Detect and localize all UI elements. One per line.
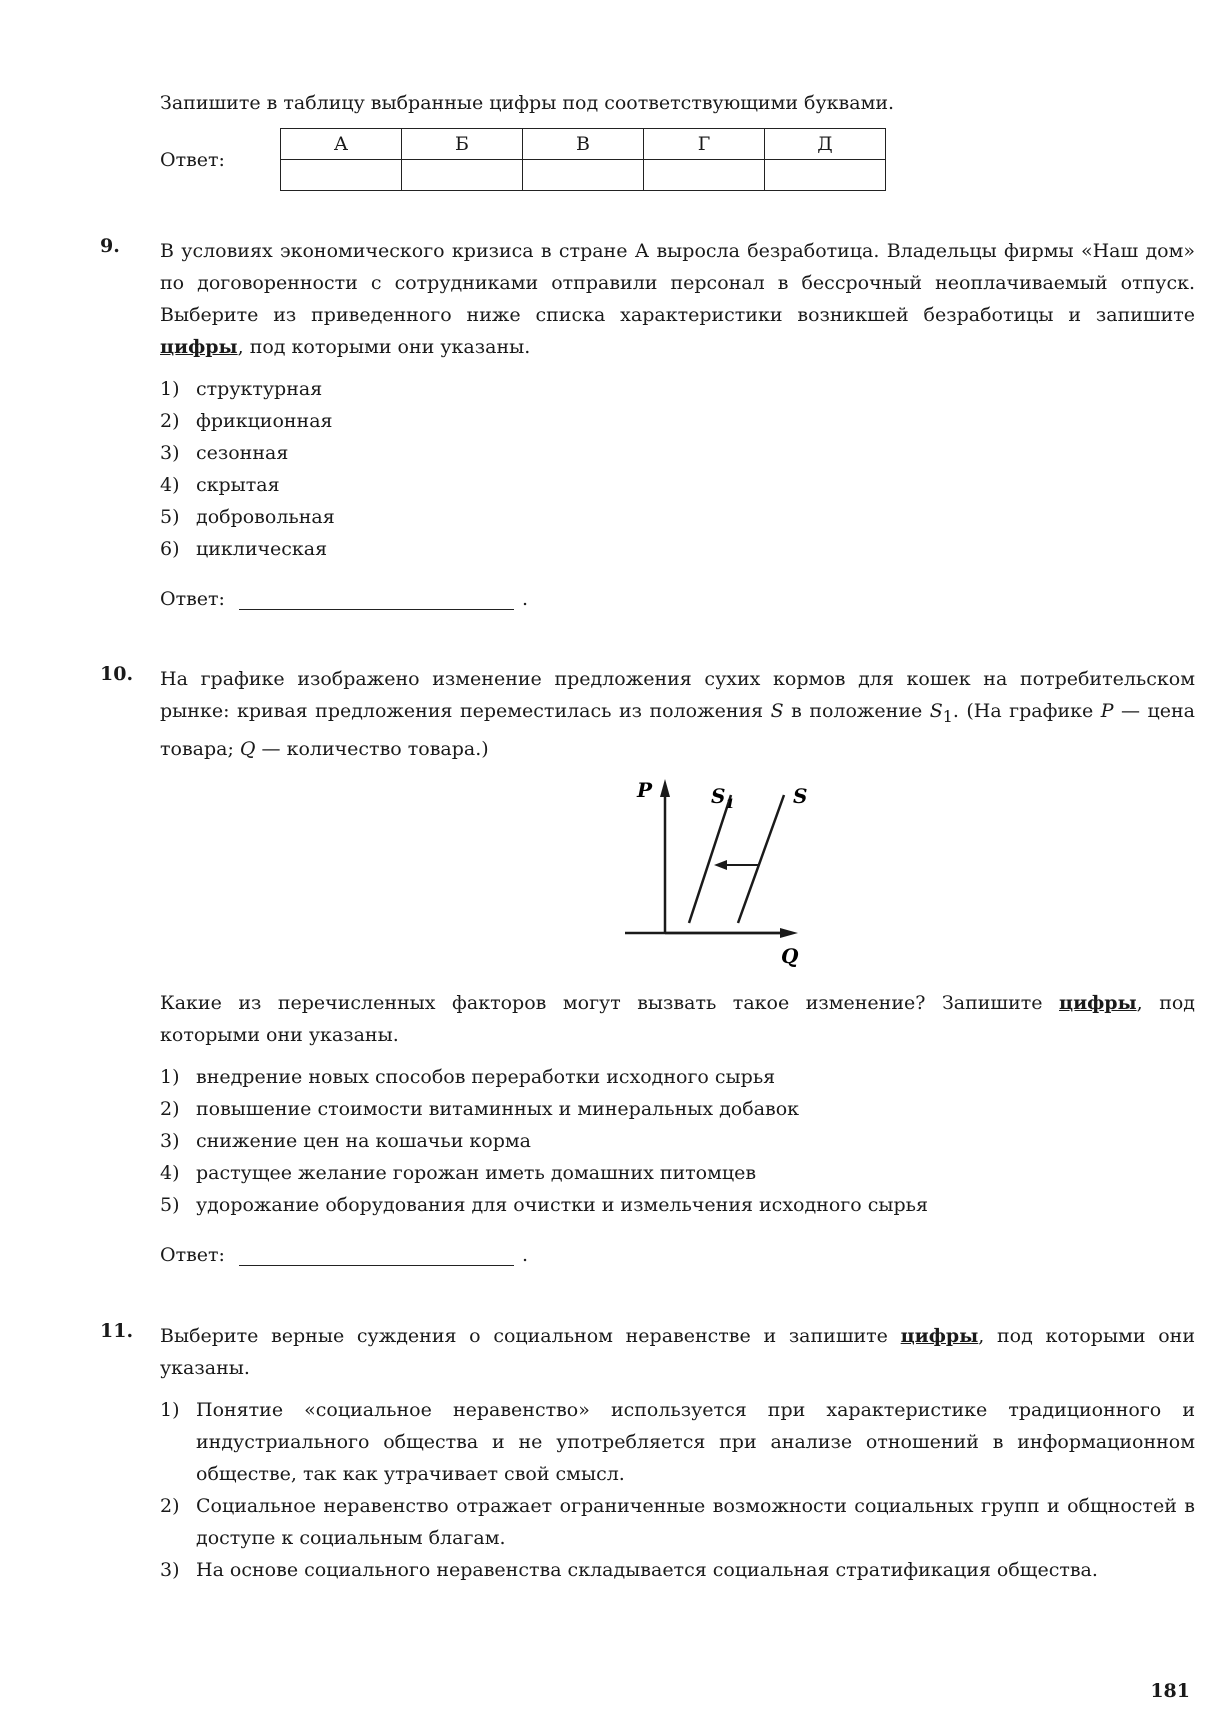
- task-question: Какие из перечисленных факторов могут вызвать такое изменение? Запишите цифры, под которыми они указаны.: [160, 991, 1195, 1046]
- answer-cell-d[interactable]: [765, 160, 886, 191]
- list-item: 1) структурная: [160, 378, 323, 400]
- answer-cell-v[interactable]: [523, 160, 644, 191]
- task-10: [100, 663, 1195, 1266]
- s-label: S: [793, 783, 808, 808]
- task-9: [100, 235, 1195, 610]
- answer-label: Ответ:: [160, 1243, 225, 1266]
- options-list: [160, 373, 1195, 565]
- list-item: 3) снижение цен на кошачьи корма: [160, 1129, 531, 1152]
- answer-input-line[interactable]: [239, 1243, 514, 1266]
- table-instruction: Запишите в таблицу выбранные цифры под соответствующими буквами.: [160, 92, 895, 114]
- table-header-d: Д: [765, 129, 886, 160]
- s1-curve: [689, 795, 731, 923]
- answer-cell-a[interactable]: [281, 160, 402, 191]
- list-item: 2) фрикционная: [160, 410, 333, 432]
- list-item: 1) внедрение новых способов переработки исходного сырья: [160, 1065, 776, 1088]
- list-item: 4) растущее желание горожан иметь домашних питомцев: [160, 1161, 757, 1184]
- task-number: 10.: [100, 663, 134, 685]
- task-text: В условиях экономического кризиса в стране А выросла безработица. Владельцы фирмы «Наш дом» по договоренности с сотрудниками отправили персонал в бессрочный неоплачиваемый отпуск. Выберите из приведенного ниже списка характеристики возникшей безработицы и запишите цифры, под которыми они указаны.: [160, 240, 1195, 358]
- q-label: Q: [781, 943, 799, 968]
- answer-row: Ответ: .: [160, 588, 528, 610]
- options-list: [160, 1394, 1195, 1586]
- task-number: 9.: [100, 235, 120, 257]
- list-item: 3) сезонная: [160, 442, 289, 464]
- list-item: 5) добровольная: [160, 506, 335, 528]
- answer-cell-g[interactable]: [644, 160, 765, 191]
- list-item: 1) Понятие «социальное неравенство» используется при характеристике традиционного и индустриального общества и не употребляется при анализе отношений в информационном обществе, так как утрачивает свой смысл.: [160, 1399, 1195, 1485]
- p-label: P: [637, 777, 653, 802]
- s-curve: [738, 795, 784, 923]
- list-item: 2) повышение стоимости витаминных и минеральных добавок: [160, 1097, 800, 1120]
- page-number: 181: [1150, 1680, 1190, 1702]
- task-11: [100, 1320, 1195, 1586]
- answer-input-line[interactable]: [239, 587, 514, 610]
- p-axis-arrow: [660, 779, 670, 797]
- answer-row: Ответ: .: [160, 1243, 528, 1266]
- task-text: На графике изображено изменение предложения сухих кормов для кошек на потребительском рынке: кривая предложения переместилась из положения S в положение $S_1$. (На графике P — цена товара; Q — количество товара.): [160, 668, 1195, 760]
- list-item: 2) Социальное неравенство отражает ограниченные возможности социальных групп и общностей в доступе к социальным благам.: [160, 1495, 1195, 1549]
- list-item: 3) На основе социального неравенства складывается социальная стратификация общества.: [160, 1559, 1098, 1581]
- task-text: Выберите верные суждения о социальном неравенстве и запишите цифры, под которыми они указаны.: [160, 1325, 1195, 1379]
- answer-table-block: [160, 128, 886, 191]
- q-axis-arrow: [780, 928, 798, 938]
- answer-table: [280, 128, 886, 191]
- answer-label: Ответ:: [160, 148, 225, 171]
- table-header-g: Г: [644, 129, 765, 160]
- list-item: 6) циклическая: [160, 538, 328, 560]
- s1-label: $S_1$: [711, 783, 735, 812]
- table-header-v: В: [523, 129, 644, 160]
- list-item: 5) удорожание оборудования для очистки и измельчения исходного сырья: [160, 1193, 928, 1216]
- list-item: 4) скрытая: [160, 474, 280, 496]
- options-list: [160, 1061, 1195, 1221]
- answer-label: Ответ:: [160, 588, 225, 610]
- supply-shift-graph: [555, 773, 808, 973]
- task-number: 11.: [100, 1320, 134, 1342]
- table-header-b: Б: [402, 129, 523, 160]
- shift-arrow-head: [714, 860, 727, 870]
- answer-cell-b[interactable]: [402, 160, 523, 191]
- table-header-a: А: [281, 129, 402, 160]
